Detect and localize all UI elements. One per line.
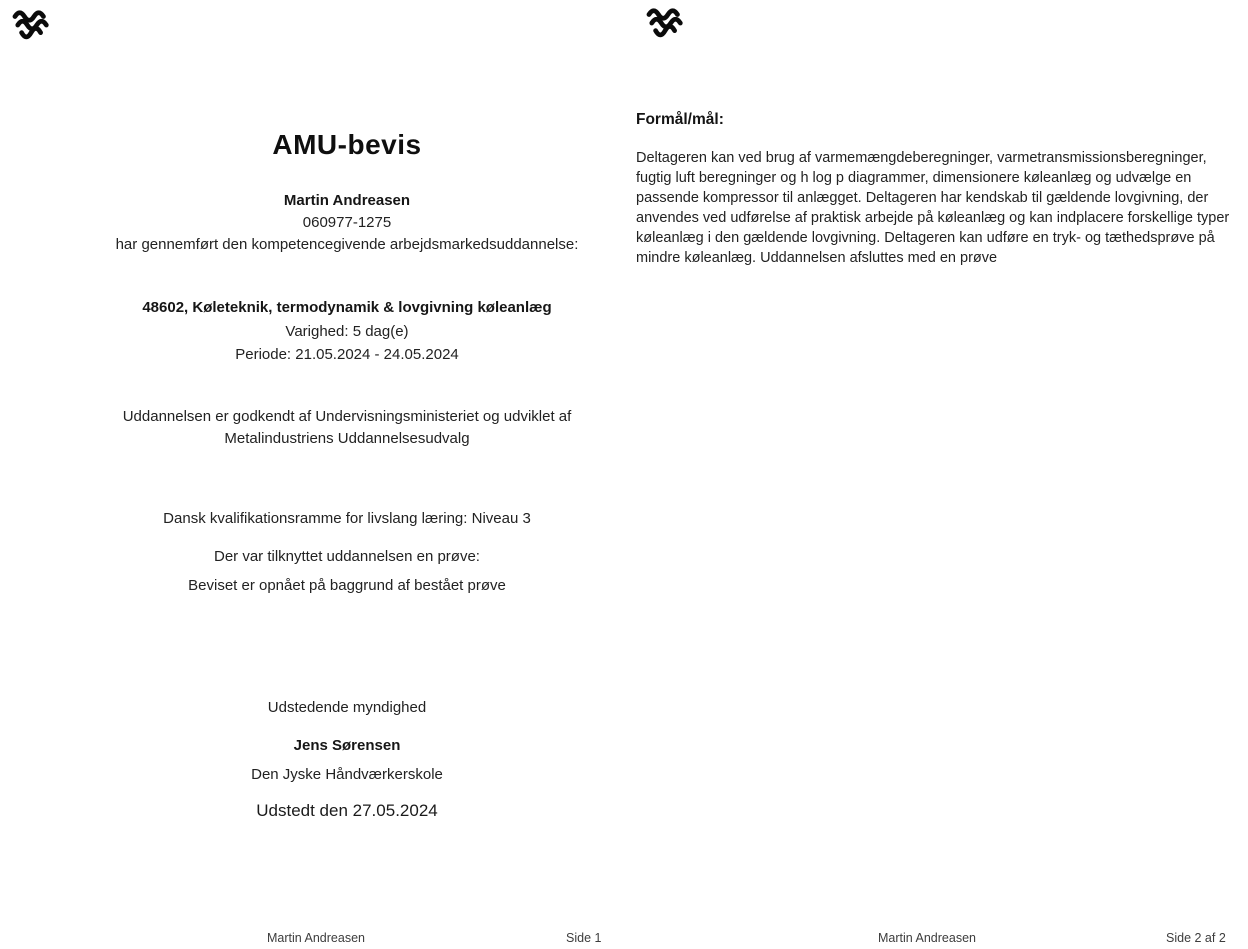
issue-date: Udstedt den 27.05.2024 bbox=[256, 801, 438, 820]
recipient-cpr: 060977-1275 bbox=[302, 214, 392, 231]
course-period: Periode: 21.05.2024 - 24.05.2024 bbox=[235, 346, 459, 363]
issuing-authority-label: Udstedende myndighed bbox=[267, 699, 427, 716]
issuer-name: Jens Sørensen bbox=[293, 737, 401, 754]
exam-result: Beviset er opnået på baggrund af bestået prøve bbox=[188, 577, 506, 594]
recipient-name: Martin Andreasen bbox=[283, 192, 411, 209]
approval-line-2: Metalindustriens Uddannelsesudvalg bbox=[224, 430, 470, 447]
footer-recipient-name-page1: Martin Andreasen bbox=[267, 931, 365, 945]
purpose-text: Deltageren kan ved brug af varmemængdeberegninger, varmetransmissionsberegninger, fugtig luft beregninger og h log p diagrammer, dimensionere køleanlæg og udvælge en passende kompressor til anlægget. Deltageren har kendskab til gældende lovgivning, der anvendes ved udførelse af praktisk arbejde på køleanlæg og kan indplacere forskellige typer køleanlæg i den gældende lovgivning. Deltageren kan udføre en tryk- og tæthedsprøve på mindre køleanlæg. Uddannelsen afsluttes med en prøve bbox=[636, 150, 1230, 266]
exam-note: Der var tilknyttet uddannelsen en prøve: bbox=[214, 548, 480, 565]
qualification-level: Dansk kvalifikationsramme for livslang læring: Niveau 3 bbox=[163, 510, 531, 527]
purpose-heading: Formål/mål: bbox=[636, 111, 724, 128]
footer-page-number-page2: Side 2 af 2 bbox=[1166, 931, 1226, 945]
ministry-wave-logo-icon bbox=[645, 5, 689, 43]
footer-page-number-page1: Side 1 bbox=[566, 931, 602, 945]
approval-line-1: Uddannelsen er godkendt af Undervisningsministeriet og udviklet af bbox=[122, 408, 572, 425]
issuer-school: Den Jyske Håndværkerskole bbox=[251, 766, 443, 783]
page-title: AMU-bevis bbox=[272, 129, 422, 160]
ministry-wave-logo-icon bbox=[11, 7, 55, 45]
footer-recipient-name-page2: Martin Andreasen bbox=[878, 931, 976, 945]
completion-statement: har gennemført den kompetencegivende arbejdsmarkedsuddannelse: bbox=[115, 236, 579, 253]
course-duration: Varighed: 5 dag(e) bbox=[285, 323, 409, 340]
course-title: 48602, Køleteknik, termodynamik & lovgivning køleanlæg bbox=[142, 299, 552, 316]
